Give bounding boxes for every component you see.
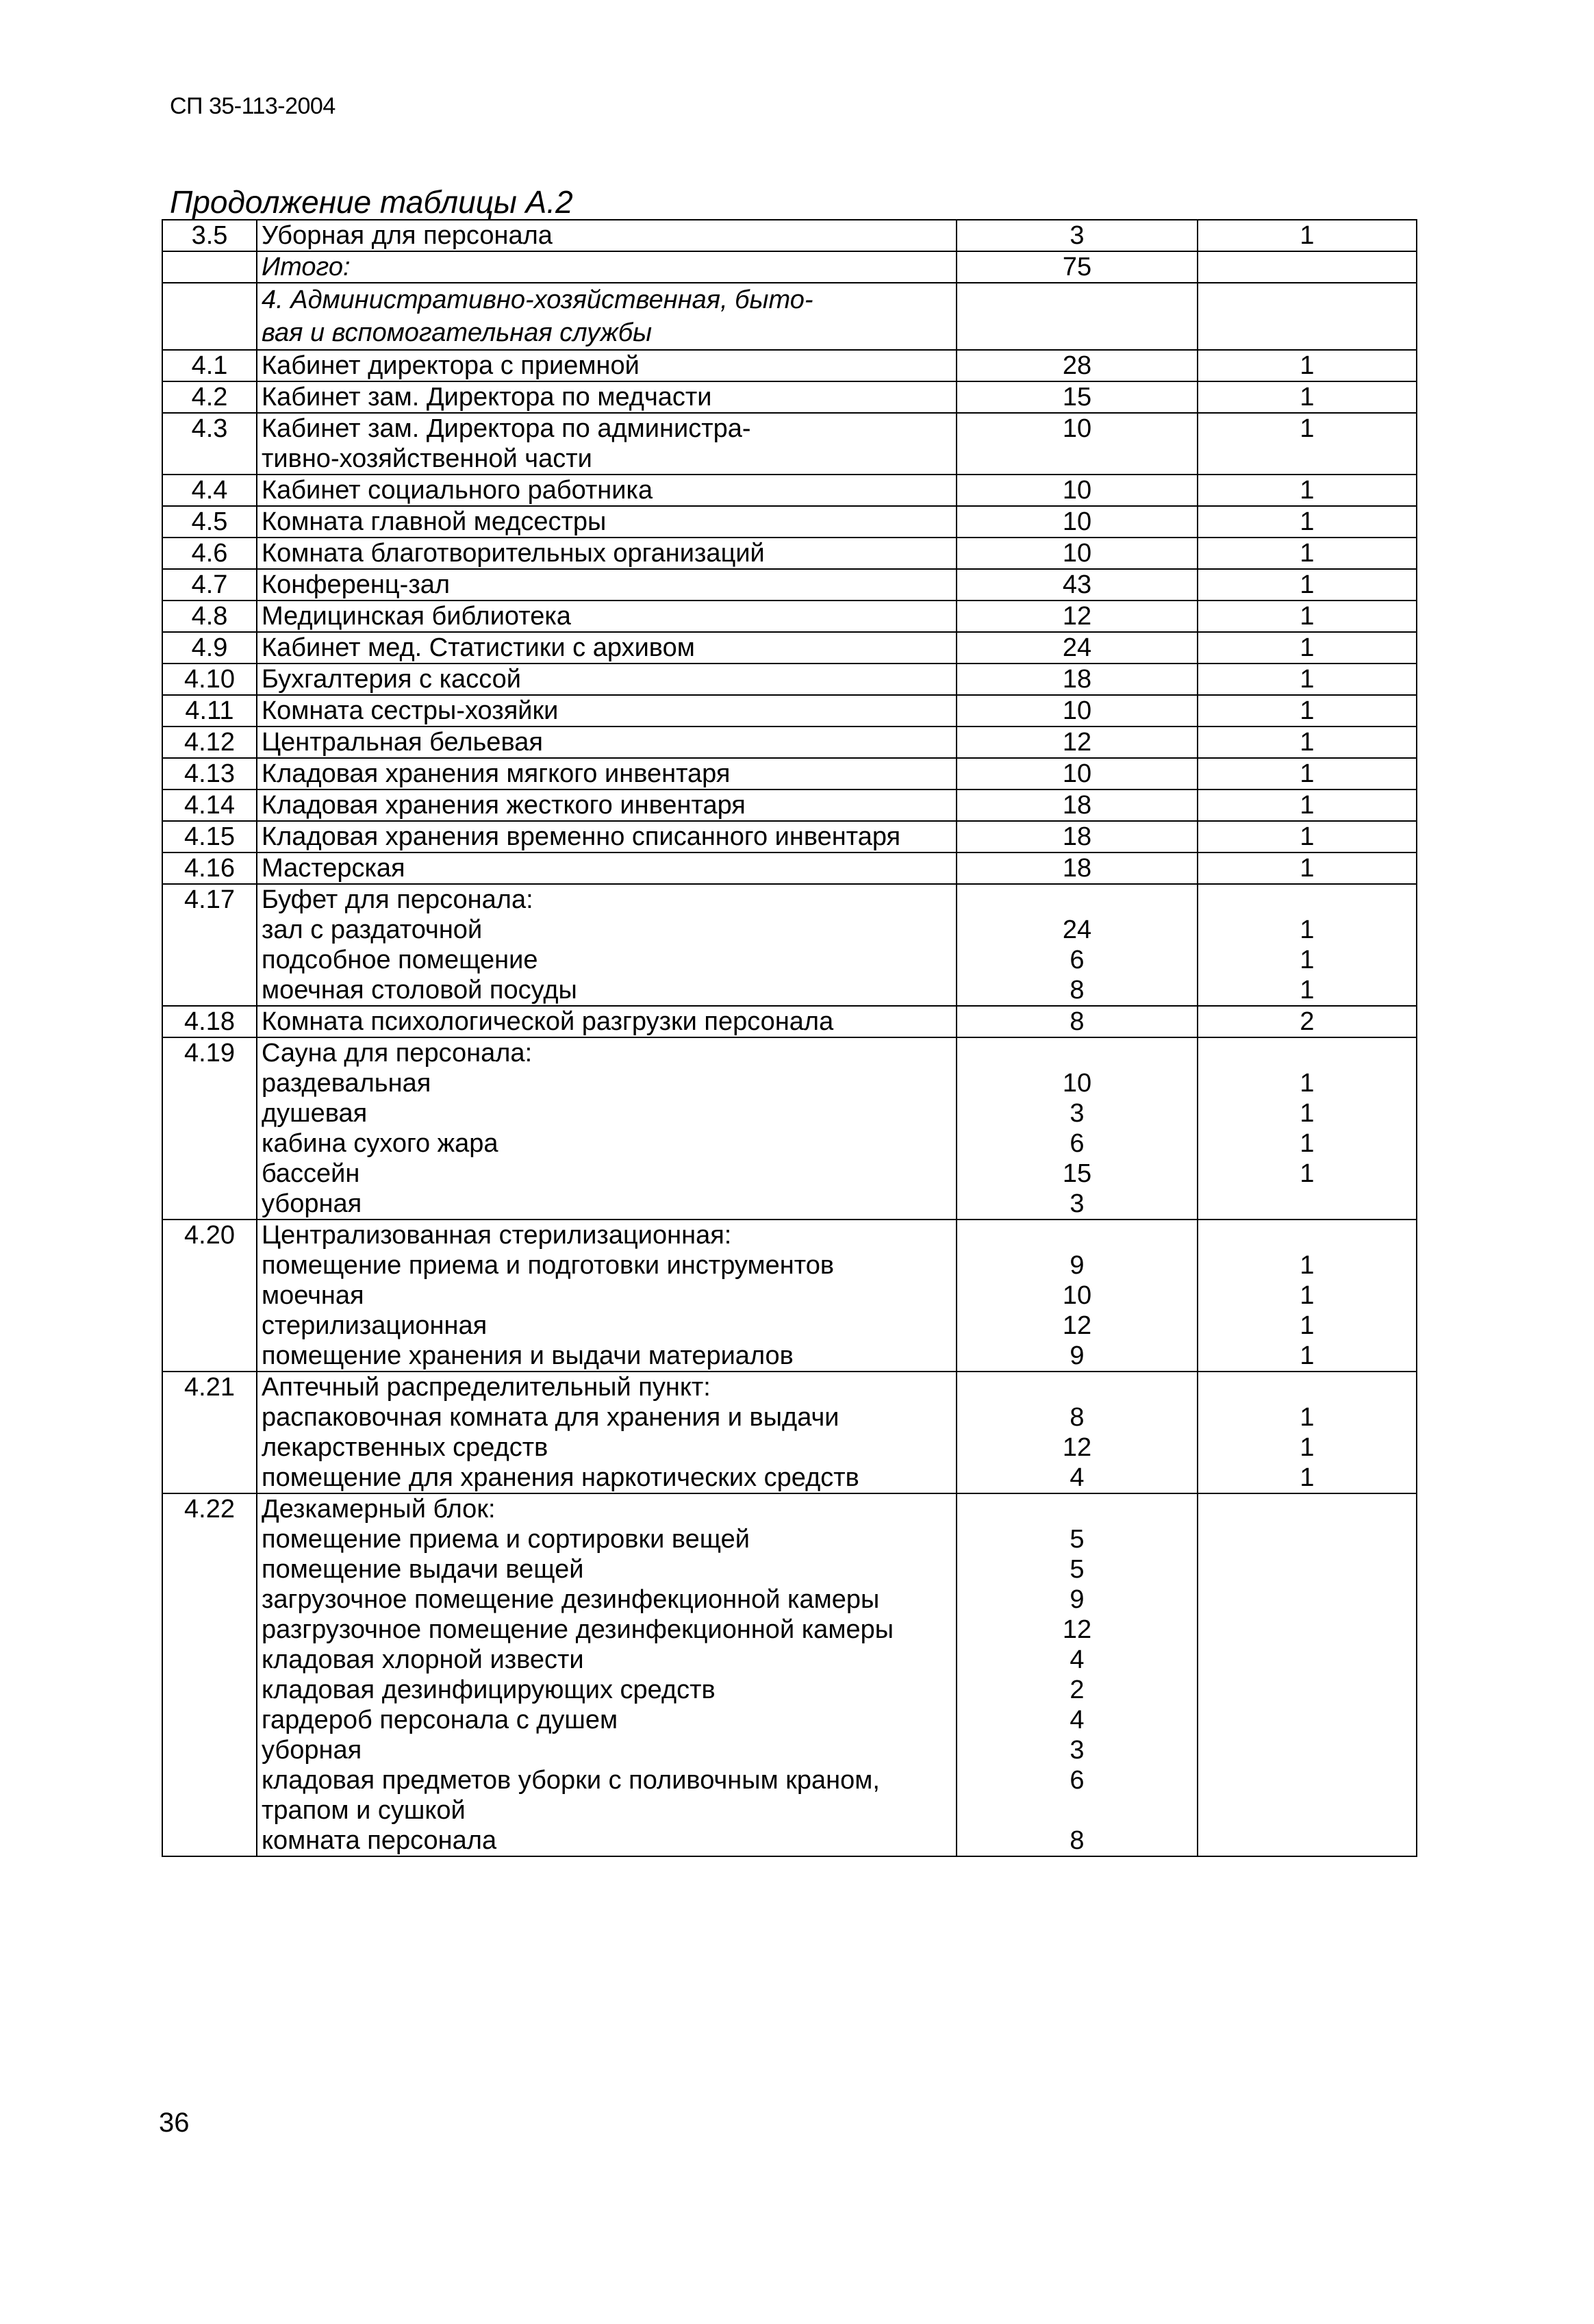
row-number: 4.18: [162, 1006, 257, 1037]
quantity-value: 1: [1300, 728, 1315, 757]
room-name-cell: [257, 1372, 957, 1493]
table-row: [162, 220, 1417, 251]
room-name-cell: [257, 632, 957, 664]
room-name-cell: [257, 413, 957, 475]
quantity-value: [1202, 252, 1412, 282]
room-name-cell: [257, 381, 957, 413]
table-row: [162, 1006, 1417, 1037]
quantity-cell: [1198, 413, 1417, 475]
area-value: 10: [1062, 414, 1092, 443]
room-name: помещение приема и подготовки инструментов: [262, 1251, 835, 1280]
quantity-value: 1: [1300, 976, 1315, 1005]
quantity-cell: [1198, 727, 1417, 758]
area-cell: [957, 884, 1198, 1006]
quantity-cell: [1198, 569, 1417, 601]
quantity-value: [1202, 1220, 1412, 1250]
quantity-value: 1: [1300, 1159, 1315, 1188]
table-row: [162, 538, 1417, 569]
area-value: 18: [1062, 822, 1092, 851]
quantity-value: [1202, 1675, 1412, 1705]
room-name: тивно-хозяйственной части: [262, 444, 592, 473]
room-name: Медицинская библиотека: [262, 602, 571, 631]
quantity-value: 1: [1300, 822, 1315, 851]
quantity-value: 1: [1300, 507, 1315, 536]
area-value: 12: [1062, 602, 1092, 631]
quantity-value: [1202, 1584, 1412, 1615]
area-value: 43: [1062, 570, 1092, 599]
table-row: [162, 1493, 1417, 1856]
room-name: Кладовая хранения мягкого инвентаря: [262, 759, 731, 788]
row-number: 4.20: [162, 1220, 257, 1372]
room-name: Аптечный распределительный пункт:: [262, 1373, 711, 1402]
table-row: [162, 475, 1417, 506]
quantity-value: 1: [1300, 1403, 1315, 1432]
room-name: трапом и сушкой: [262, 1796, 466, 1825]
area-value: 3: [1070, 1736, 1085, 1765]
quantity-value: 1: [1300, 539, 1315, 568]
room-name-cell: [257, 884, 957, 1006]
quantity-value: 1: [1300, 915, 1315, 944]
area-value: 12: [1062, 1311, 1092, 1340]
area-cell: [957, 790, 1198, 821]
quantity-value: [1202, 1524, 1412, 1554]
quantity-value: 1: [1300, 1099, 1315, 1128]
quantity-value: 1: [1300, 351, 1315, 380]
area-cell: [957, 350, 1198, 381]
row-number: 4.17: [162, 884, 257, 1006]
quantity-value: 1: [1300, 633, 1315, 662]
room-name: комната персонала: [262, 1826, 497, 1855]
rooms-table-body: [162, 220, 1417, 1856]
area-value: 75: [1062, 253, 1092, 281]
room-name: Комната благотворительных организаций: [262, 539, 765, 568]
room-name: Итого:: [262, 253, 351, 281]
area-value: 10: [1062, 759, 1092, 788]
room-name-cell: [257, 1037, 957, 1220]
table-row: [162, 506, 1417, 538]
area-value: 10: [1062, 1069, 1092, 1098]
area-value: 18: [1062, 854, 1092, 883]
quantity-value: [1202, 885, 1412, 915]
row-number: 4.10: [162, 664, 257, 695]
quantity-value: [1202, 1795, 1412, 1826]
quantity-value: [1202, 1765, 1412, 1795]
quantity-cell: [1198, 632, 1417, 664]
quantity-cell: [1198, 664, 1417, 695]
quantity-value: 1: [1300, 759, 1315, 788]
room-name-cell: [257, 475, 957, 506]
room-name: помещение выдачи вещей: [262, 1555, 584, 1584]
room-name-cell: [257, 727, 957, 758]
quantity-value: [1202, 1705, 1412, 1735]
row-number: [162, 283, 257, 350]
room-name-cell: [257, 1006, 957, 1037]
section-heading: [257, 283, 957, 350]
area-cell: [957, 1493, 1198, 1856]
table-row: [162, 884, 1417, 1006]
row-number: 4.9: [162, 632, 257, 664]
room-name: уборная: [262, 1189, 362, 1218]
table-caption: Продолжение таблицы А.2: [170, 184, 573, 220]
row-number: 4.3: [162, 413, 257, 475]
area-value: 8: [1070, 976, 1085, 1005]
area-cell: [957, 1006, 1198, 1037]
area-value: [961, 885, 1193, 915]
room-name-cell: [257, 220, 957, 251]
row-number: 4.8: [162, 601, 257, 632]
room-name: Комната сестры-хозяйки: [262, 696, 559, 725]
row-number: 4.11: [162, 695, 257, 727]
area-cell: [957, 852, 1198, 884]
quantity-value: 1: [1300, 1069, 1315, 1098]
room-name-cell: [257, 790, 957, 821]
room-name-cell: [257, 506, 957, 538]
area-value: 9: [1070, 1251, 1085, 1280]
table-row: [162, 413, 1417, 475]
area-value: 12: [1062, 1433, 1092, 1462]
quantity-cell: [1198, 790, 1417, 821]
room-name-cell: [257, 350, 957, 381]
room-name: Кабинет социального работника: [262, 476, 653, 505]
area-value: 3: [1070, 1099, 1085, 1128]
quantity-value: [1202, 1554, 1412, 1584]
area-cell: [957, 475, 1198, 506]
area-cell: [957, 220, 1198, 251]
room-name: кабина сухого жара: [262, 1129, 498, 1158]
quantity-value: 1: [1300, 696, 1315, 725]
table-row: [162, 1372, 1417, 1493]
room-name-cell: [257, 1220, 957, 1372]
area-value: [961, 1372, 1193, 1402]
quantity-value: 1: [1300, 1129, 1315, 1158]
area-cell: [957, 1220, 1198, 1372]
area-value: 5: [1070, 1525, 1085, 1554]
area-cell: [957, 727, 1198, 758]
page-number: 36: [159, 2108, 190, 2138]
room-name: Буфет для персонала:: [262, 885, 533, 914]
quantity-cell: [1198, 1037, 1417, 1220]
room-name: зал с раздаточной: [262, 915, 483, 944]
room-name-cell: [257, 569, 957, 601]
quantity-value: 1: [1300, 414, 1315, 443]
room-name: Комната главной медсестры: [262, 507, 607, 536]
table-row: [162, 632, 1417, 664]
room-name: Комната психологической разгрузки персонала: [262, 1007, 834, 1036]
room-name: Кабинет зам. Директора по администра-: [262, 414, 751, 443]
row-number: 4.1: [162, 350, 257, 381]
area-value: [961, 1038, 1193, 1068]
area-value: [961, 1795, 1193, 1826]
area-value: 4: [1070, 1463, 1085, 1492]
table-row: [162, 350, 1417, 381]
quantity-value: 1: [1300, 1251, 1315, 1280]
quantity-value: [1202, 1645, 1412, 1675]
table-row: [162, 758, 1417, 790]
quantity-value: [1202, 1189, 1412, 1219]
quantity-value: [1202, 444, 1412, 474]
row-number: 4.19: [162, 1037, 257, 1220]
room-name: Бухгалтерия с кассой: [262, 665, 521, 694]
quantity-value: 1: [1300, 476, 1315, 505]
area-value: 9: [1070, 1585, 1085, 1614]
table-row: [162, 251, 1417, 283]
area-value: 9: [1070, 1341, 1085, 1370]
room-name: Кладовая хранения жесткого инвентаря: [262, 791, 746, 820]
room-name: Сауна для персонала:: [262, 1039, 533, 1068]
table-row: [162, 283, 1417, 350]
row-number: 4.2: [162, 381, 257, 413]
row-number: 4.14: [162, 790, 257, 821]
area-value: 8: [1070, 1007, 1085, 1036]
room-name: Центральная бельевая: [262, 728, 543, 757]
table-row: [162, 852, 1417, 884]
area-value: 10: [1062, 1281, 1092, 1310]
quantity-value: 1: [1300, 1341, 1315, 1370]
table-row: [162, 727, 1417, 758]
room-name: Кабинет зам. Директора по медчасти: [262, 383, 712, 412]
quantity-cell: [1198, 251, 1417, 283]
room-name-cell: [257, 1493, 957, 1856]
quantity-value: [1202, 1735, 1412, 1765]
table-row: [162, 381, 1417, 413]
room-name: душевая: [262, 1099, 368, 1128]
room-name-cell: [257, 852, 957, 884]
quantity-value: [1202, 1826, 1412, 1856]
area-value: 8: [1070, 1403, 1085, 1432]
area-cell: [957, 506, 1198, 538]
room-name: Мастерская: [262, 854, 405, 883]
quantity-cell: [1198, 1372, 1417, 1493]
section-heading-line: вая и вспомогательная службы: [262, 318, 653, 347]
rooms-table: [162, 219, 1417, 1857]
row-number: 4.15: [162, 821, 257, 852]
document-code: СП 35-113-2004: [170, 93, 336, 119]
row-number: 4.7: [162, 569, 257, 601]
area-value: [961, 1494, 1193, 1524]
room-name: Конференц-зал: [262, 570, 451, 599]
area-value: 15: [1062, 1159, 1092, 1188]
row-number: 4.6: [162, 538, 257, 569]
area-cell: [957, 283, 1198, 350]
quantity-value: 1: [1300, 1311, 1315, 1340]
area-cell: [957, 1372, 1198, 1493]
area-cell: [957, 538, 1198, 569]
room-name: лекарственных средств: [262, 1433, 548, 1462]
area-value: 12: [1062, 1615, 1092, 1644]
quantity-value: 1: [1300, 1463, 1315, 1492]
row-number: 4.16: [162, 852, 257, 884]
room-name: кладовая хлорной извести: [262, 1645, 584, 1674]
area-cell: [957, 664, 1198, 695]
area-value: 3: [1070, 1189, 1085, 1218]
area-value: 10: [1062, 696, 1092, 725]
area-cell: [957, 821, 1198, 852]
quantity-cell: [1198, 538, 1417, 569]
quantity-value: 1: [1300, 665, 1315, 694]
table-row: [162, 1220, 1417, 1372]
room-name: кладовая предметов уборки с поливочным краном,: [262, 1766, 880, 1795]
quantity-cell: [1198, 1493, 1417, 1856]
room-name: моечная: [262, 1281, 364, 1310]
room-name-cell: [257, 758, 957, 790]
area-value: 10: [1062, 476, 1092, 505]
quantity-value: 1: [1300, 570, 1315, 599]
area-value: 6: [1070, 1129, 1085, 1158]
quantity-value: 2: [1300, 1007, 1315, 1036]
table-row: [162, 695, 1417, 727]
quantity-cell: [1198, 350, 1417, 381]
area-value: 18: [1062, 665, 1092, 694]
quantity-cell: [1198, 758, 1417, 790]
area-cell: [957, 758, 1198, 790]
room-name: кладовая дезинфицирующих средств: [262, 1676, 716, 1704]
area-value: 15: [1062, 383, 1092, 412]
room-name: Кабинет директора с приемной: [262, 351, 640, 380]
area-value: [961, 444, 1193, 474]
area-value: 6: [1070, 1766, 1085, 1795]
area-value: 6: [1070, 946, 1085, 974]
quantity-cell: [1198, 821, 1417, 852]
room-name: распаковочная комната для хранения и выдачи: [262, 1403, 839, 1432]
area-value: 24: [1062, 915, 1092, 944]
row-number: 4.21: [162, 1372, 257, 1493]
quantity-value: [1202, 1372, 1412, 1402]
room-name: Уборная для персонала: [262, 221, 553, 250]
quantity-cell: [1198, 220, 1417, 251]
room-name: загрузочное помещение дезинфекционной камеры: [262, 1585, 880, 1614]
row-number: 4.4: [162, 475, 257, 506]
room-name: Централизованная стерилизационная:: [262, 1221, 732, 1250]
room-name: бассейн: [262, 1159, 360, 1188]
table-row: [162, 569, 1417, 601]
room-name: моечная столовой посуды: [262, 976, 577, 1005]
area-value: 5: [1070, 1555, 1085, 1584]
quantity-value: [1202, 1038, 1412, 1068]
room-name-cell: [257, 251, 957, 283]
room-name-cell: [257, 821, 957, 852]
quantity-value: 1: [1300, 791, 1315, 820]
area-value: [961, 1220, 1193, 1250]
room-name: Дезкамерный блок:: [262, 1495, 496, 1524]
area-cell: [957, 632, 1198, 664]
room-name-cell: [257, 601, 957, 632]
area-value: 10: [1062, 539, 1092, 568]
room-name: стерилизационная: [262, 1311, 488, 1340]
quantity-value: 1: [1300, 854, 1315, 883]
room-name: гардероб персонала с душем: [262, 1706, 618, 1734]
quantity-value: [1202, 1494, 1412, 1524]
area-value: 3: [1070, 221, 1085, 250]
quantity-cell: [1198, 852, 1417, 884]
area-cell: [957, 601, 1198, 632]
area-value: 24: [1062, 633, 1092, 662]
area-value: 4: [1070, 1645, 1085, 1674]
quantity-cell: [1198, 695, 1417, 727]
room-name: уборная: [262, 1736, 362, 1765]
table-row: [162, 1037, 1417, 1220]
area-cell: [957, 1037, 1198, 1220]
quantity-cell: [1198, 506, 1417, 538]
room-name: помещение приема и сортировки вещей: [262, 1525, 750, 1554]
row-number: 4.13: [162, 758, 257, 790]
area-value: 10: [1062, 507, 1092, 536]
area-value: 18: [1062, 791, 1092, 820]
table-row: [162, 790, 1417, 821]
area-cell: [957, 381, 1198, 413]
area-value: 2: [1070, 1676, 1085, 1704]
room-name: подсобное помещение: [262, 946, 538, 974]
table-row: [162, 821, 1417, 852]
area-value: 12: [1062, 728, 1092, 757]
section-heading-line: 4. Административно-хозяйственная, быто-: [262, 286, 813, 314]
room-name-cell: [257, 695, 957, 727]
table-row: [162, 601, 1417, 632]
row-number: 4.22: [162, 1493, 257, 1856]
room-name: Кабинет мед. Статистики с архивом: [262, 633, 695, 662]
quantity-cell: [1198, 475, 1417, 506]
row-number: 3.5: [162, 220, 257, 251]
quantity-cell: [1198, 381, 1417, 413]
area-cell: [957, 413, 1198, 475]
area-value: 8: [1070, 1826, 1085, 1855]
quantity-cell: [1198, 1220, 1417, 1372]
room-name-cell: [257, 664, 957, 695]
row-number: [162, 251, 257, 283]
area-cell: [957, 695, 1198, 727]
table-row: [162, 664, 1417, 695]
row-number: 4.12: [162, 727, 257, 758]
room-name: разгрузочное помещение дезинфекционной камеры: [262, 1615, 894, 1644]
area-value: 4: [1070, 1706, 1085, 1734]
row-number: 4.5: [162, 506, 257, 538]
quantity-value: 1: [1300, 1433, 1315, 1462]
room-name: помещение для хранения наркотических средств: [262, 1463, 859, 1492]
quantity-value: 1: [1300, 221, 1315, 250]
quantity-value: 1: [1300, 602, 1315, 631]
room-name: помещение хранения и выдачи материалов: [262, 1341, 794, 1370]
room-name: Кладовая хранения временно списанного инвентаря: [262, 822, 901, 851]
quantity-cell: [1198, 1006, 1417, 1037]
quantity-cell: [1198, 283, 1417, 350]
room-name-cell: [257, 538, 957, 569]
area-cell: [957, 569, 1198, 601]
room-name: раздевальная: [262, 1069, 431, 1098]
area-value: 28: [1062, 351, 1092, 380]
quantity-value: [1202, 1615, 1412, 1645]
quantity-cell: [1198, 601, 1417, 632]
area-cell: [957, 251, 1198, 283]
quantity-value: 1: [1300, 1281, 1315, 1310]
quantity-cell: [1198, 884, 1417, 1006]
quantity-value: 1: [1300, 383, 1315, 412]
quantity-value: 1: [1300, 946, 1315, 974]
